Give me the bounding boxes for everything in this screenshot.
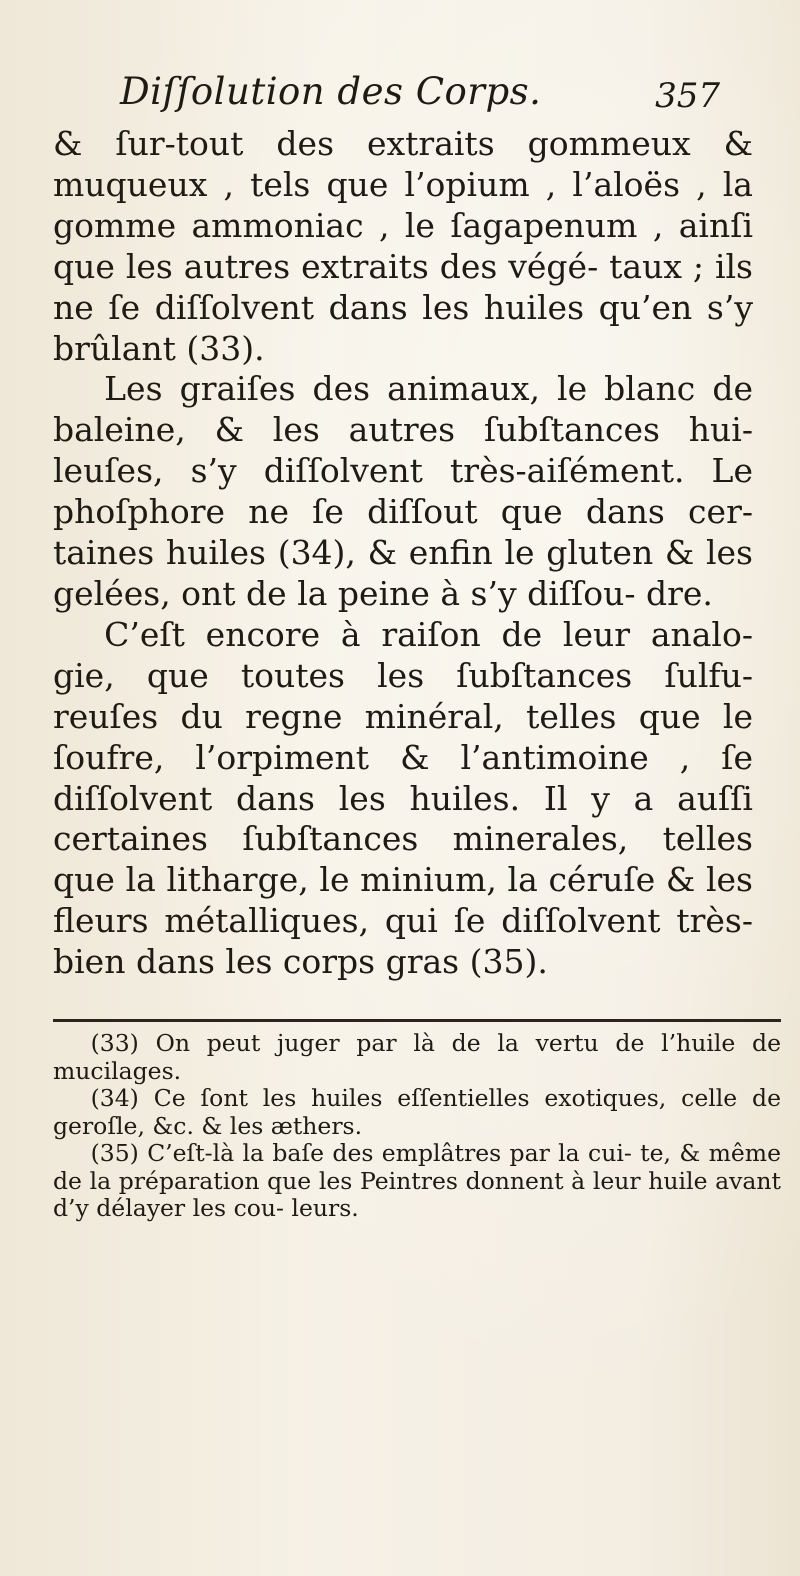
footnote-divider: [53, 1019, 781, 1022]
footnote: (35) C’eſt-là la baſe des emplâtres par la cui- te, & même de la préparation que les Peintres donnent à leur huile avant d’y délayer les cou- leurs.: [53, 1139, 781, 1222]
running-title: Diſſolution des Corps.: [120, 70, 542, 113]
footnote: (34) Ce ſont les huiles eſſentielles exotiques, celle de geroſle, &c. & les æthers.: [53, 1084, 781, 1140]
paragraph: C’eſt encore à raiſon de leur analo- gie, que toutes les ſubſtances ſulfu- reuſes du regne minéral, telles que le ſoufre, l’orpiment & l’antimoine , ſe diſſolvent dans les huiles. Il y a auſſi certaines ſubſtances minerales, telles que la litharge, le minium, la céruſe & les fleurs métalliques, qui ſe diſſolvent très-bien dans les corps gras (35).: [53, 614, 753, 982]
page-number: 357: [655, 76, 720, 116]
paragraph: & ſur-tout des extraits gommeux & muqueux , tels que l’opium , l’aloës , la gomme ammoniac , le ſagapenum , ainſi que les autres extraits des végé- taux ; ils ne ſe diſſolvent dans les huiles qu’en s’y brûlant (33).: [53, 124, 753, 368]
main-text: [53, 124, 753, 983]
page-header: [110, 70, 720, 130]
footnotes: [53, 1030, 781, 1223]
footnote: (33) On peut juger par là de la vertu de l’huile de mucilages.: [53, 1029, 781, 1085]
paragraph: Les graiſes des animaux, le blanc de baleine, & les autres ſubſtances hui- leuſes, s’y diſſolvent très-aiſément. Le phoſphore ne ſe diſſout que dans cer- taines huiles (34), & enfin le gluten & les gelées, ont de la peine à s’y diſſou- dre.: [53, 369, 753, 613]
